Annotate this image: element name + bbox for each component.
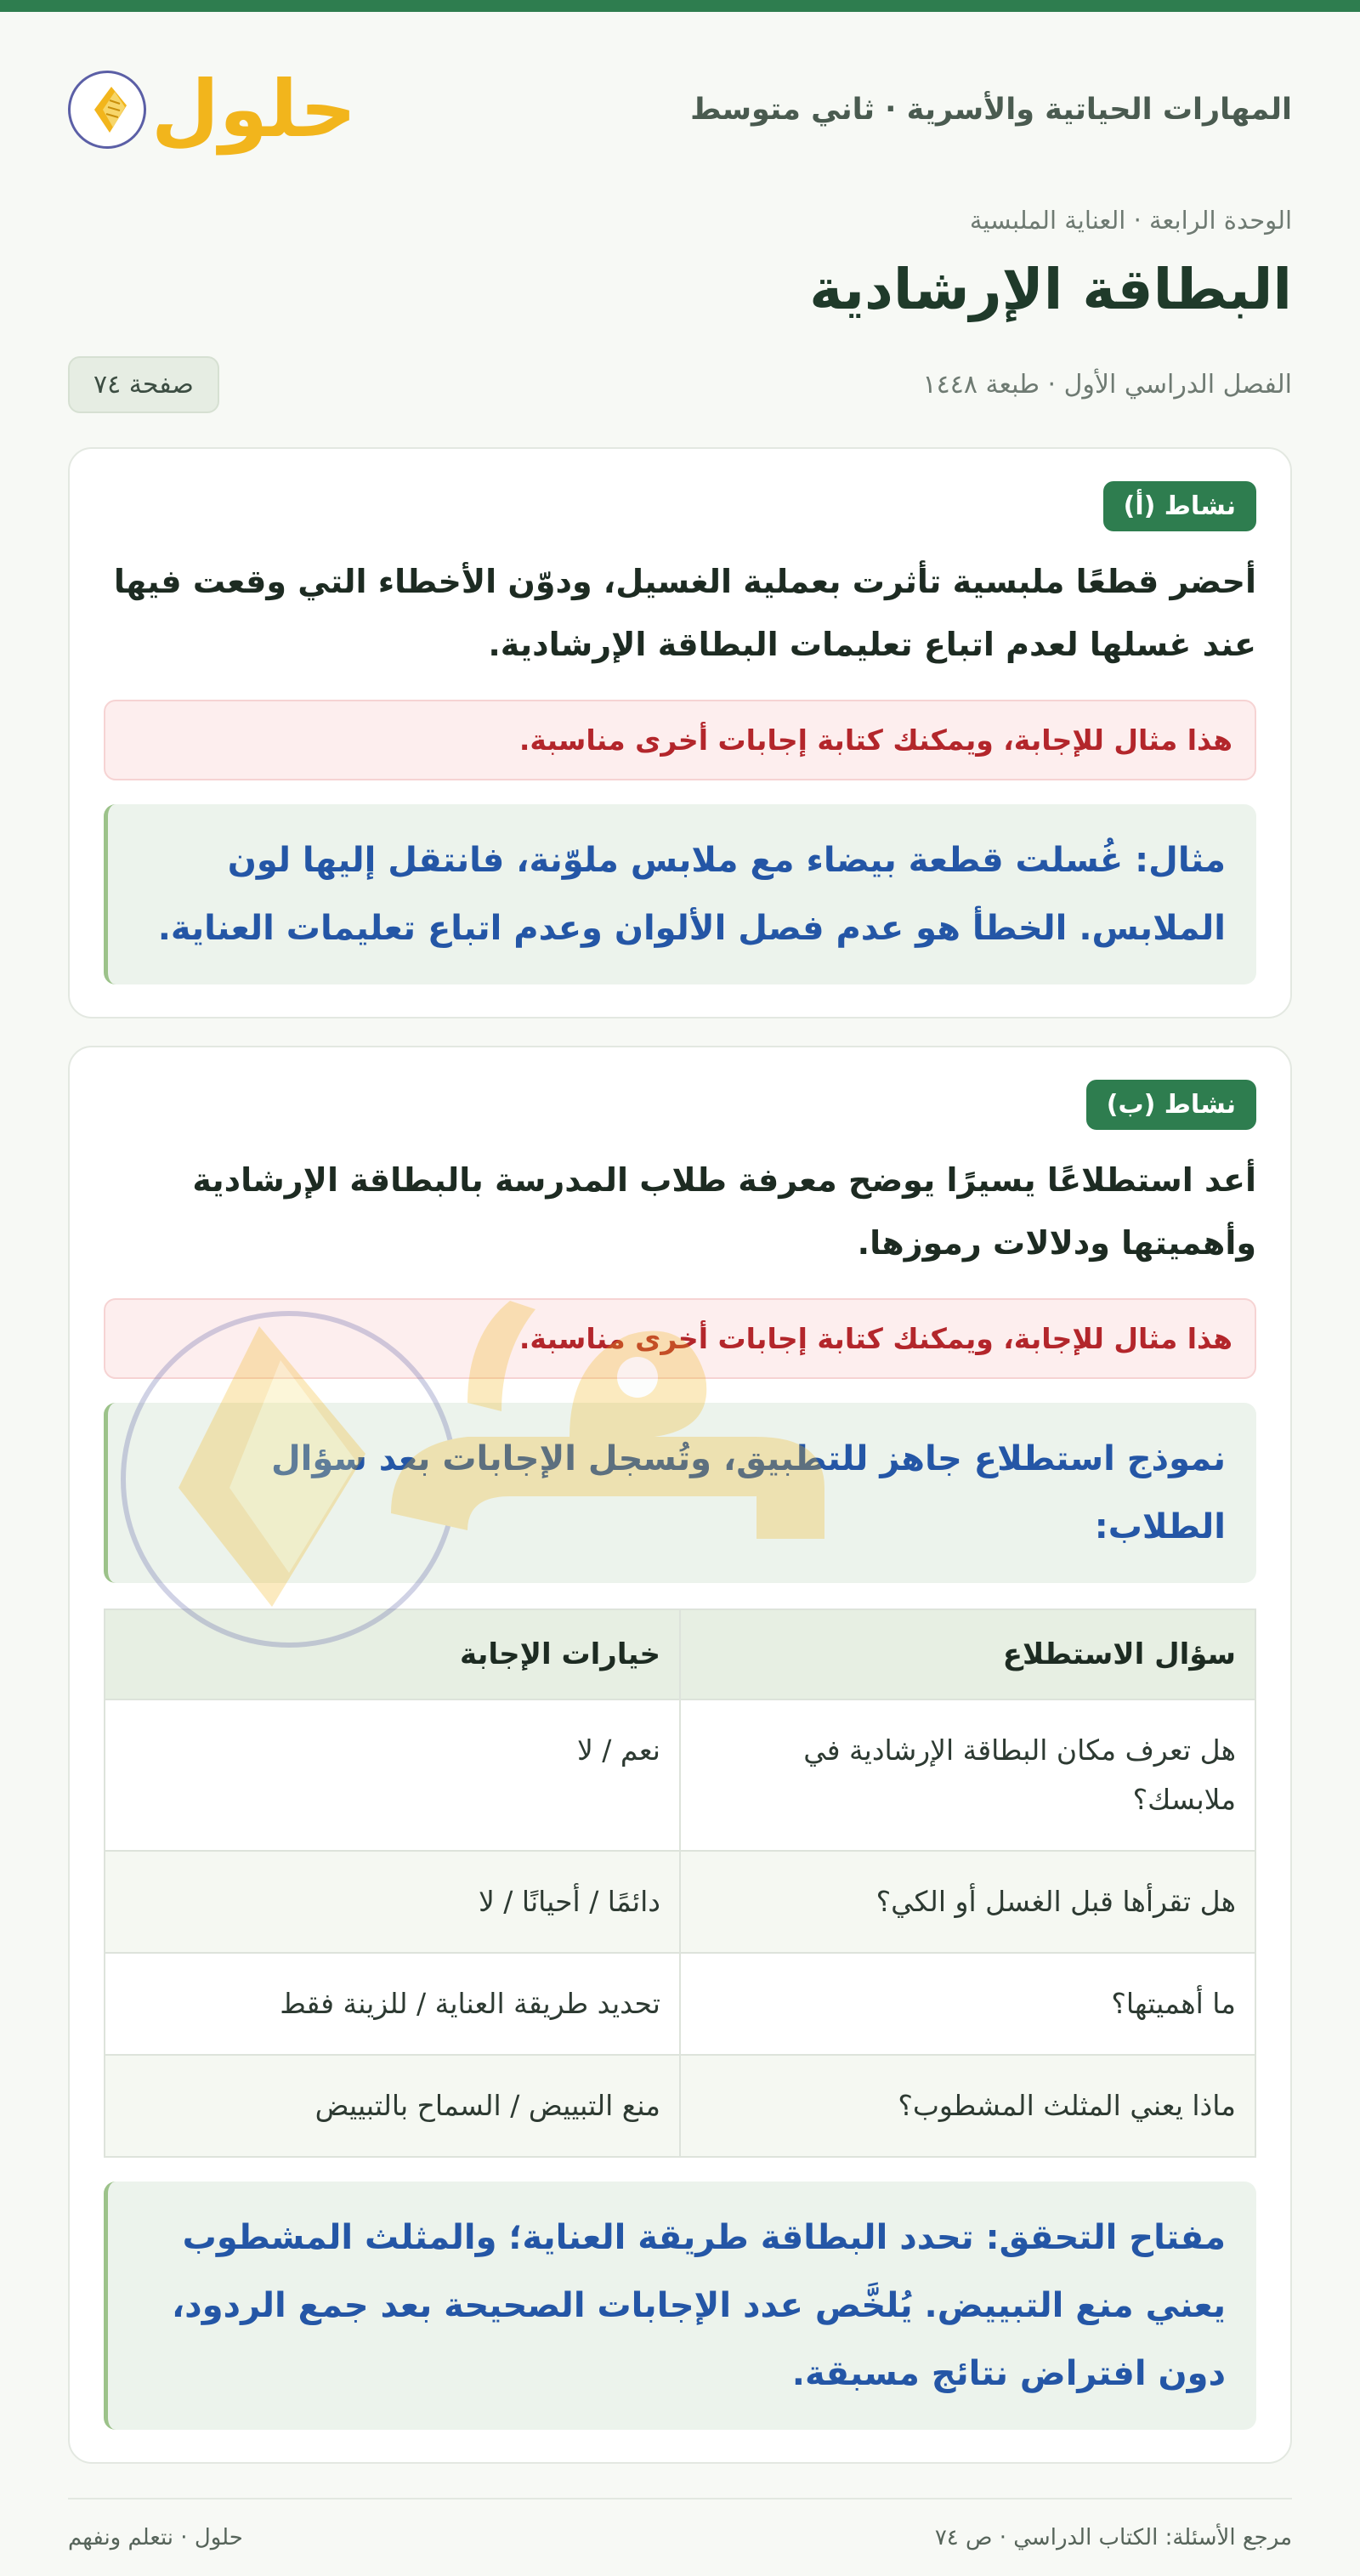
activity-b-question: أعد استطلاعًا يسيرًا يوضح معرفة طلاب المدرسة بالبطاقة الإرشادية وأهميتها ودلالات رموزها. bbox=[192, 1161, 1256, 1262]
verification-key: مفتاح التحقق: تحدد البطاقة طريقة العناية؛ والمثلث المشطوب يعني منع التبييض. يُلخَّص عدد الإجابات الصحيحة بعد جمع الردود، دون افتراض نتائج مسبقة. bbox=[104, 2182, 1256, 2430]
activity-a-card bbox=[68, 447, 1292, 1018]
activity-b-badge: نشاط (ب) bbox=[1086, 1080, 1256, 1130]
footer-brand: حلول · نتعلم ونفهم bbox=[68, 2525, 243, 2550]
semester-meta: الفصل الدراسي الأول · طبعة ١٤٤٨ bbox=[922, 370, 1292, 400]
activity-b-answer: نموذج استطلاع جاهز للتطبيق، وتُسجل الإجابات بعد سؤال الطلاب: bbox=[104, 1403, 1256, 1583]
page-number-badge: صفحة ٧٤ bbox=[68, 356, 219, 413]
header bbox=[68, 12, 1292, 207]
table-row bbox=[105, 2055, 1255, 2157]
page-title: البطاقة الإرشادية bbox=[809, 257, 1292, 322]
survey-question-cell: هل تقرأها قبل الغسل أو الكي؟ bbox=[680, 1851, 1255, 1953]
survey-table bbox=[104, 1609, 1256, 2158]
table-row bbox=[105, 1851, 1255, 1953]
table-row bbox=[105, 1953, 1255, 2055]
activity-a-answer: مثال: غُسلت قطعة بيضاء مع ملابس ملوّنة، فانتقل إليها لون الملابس. الخطأ هو عدم فصل الألوان وعدم اتباع تعليمات العناية. bbox=[104, 804, 1256, 984]
activity-a-question: أحضر قطعًا ملبسية تأثرت بعملية الغسيل، ودوّن الأخطاء التي وقعت فيها عند غسلها لعدم اتباع تعليمات البطاقة الإرشادية. bbox=[113, 563, 1256, 663]
survey-options-cell: نعم / لا bbox=[105, 1699, 680, 1851]
brand-logo[interactable] bbox=[68, 64, 357, 155]
survey-question-cell: ماذا يعني المثلث المشطوب؟ bbox=[680, 2055, 1255, 2157]
activity-b-note: هذا مثال للإجابة، ويمكنك كتابة إجابات أخرى مناسبة. bbox=[104, 1298, 1256, 1379]
logo-text: حلول bbox=[151, 64, 357, 155]
meta-row bbox=[68, 356, 1292, 413]
breadcrumb: الوحدة الرابعة · العناية الملبسية bbox=[969, 206, 1292, 235]
footer bbox=[68, 2498, 1292, 2550]
activity-a-badge: نشاط (أ) bbox=[1103, 481, 1256, 531]
footer-reference: مرجع الأسئلة: الكتاب الدراسي · ص ٧٤ bbox=[934, 2525, 1292, 2550]
table-row bbox=[105, 1699, 1255, 1851]
survey-options-cell: تحديد طريقة العناية / للزينة فقط bbox=[105, 1953, 680, 2055]
page bbox=[0, 12, 1360, 2550]
activity-b-card bbox=[68, 1046, 1292, 2464]
top-accent-bar bbox=[0, 0, 1360, 12]
subject-title: المهارات الحياتية والأسرية · ثاني متوسط bbox=[690, 93, 1292, 127]
survey-options-cell: دائمًا / أحيانًا / لا bbox=[105, 1851, 680, 1953]
table-header-row bbox=[105, 1609, 1255, 1699]
survey-options-cell: منع التبييض / السماح بالتبييض bbox=[105, 2055, 680, 2157]
survey-question-cell: هل تعرف مكان البطاقة الإرشادية في ملابسك؟ bbox=[680, 1699, 1255, 1851]
activity-a-note: هذا مثال للإجابة، ويمكنك كتابة إجابات أخرى مناسبة. bbox=[104, 700, 1256, 780]
survey-question-cell: ما أهميتها؟ bbox=[680, 1953, 1255, 2055]
table-header-question: سؤال الاستطلاع bbox=[680, 1609, 1255, 1699]
book-icon bbox=[68, 71, 146, 149]
table-header-options: خيارات الإجابة bbox=[105, 1609, 680, 1699]
